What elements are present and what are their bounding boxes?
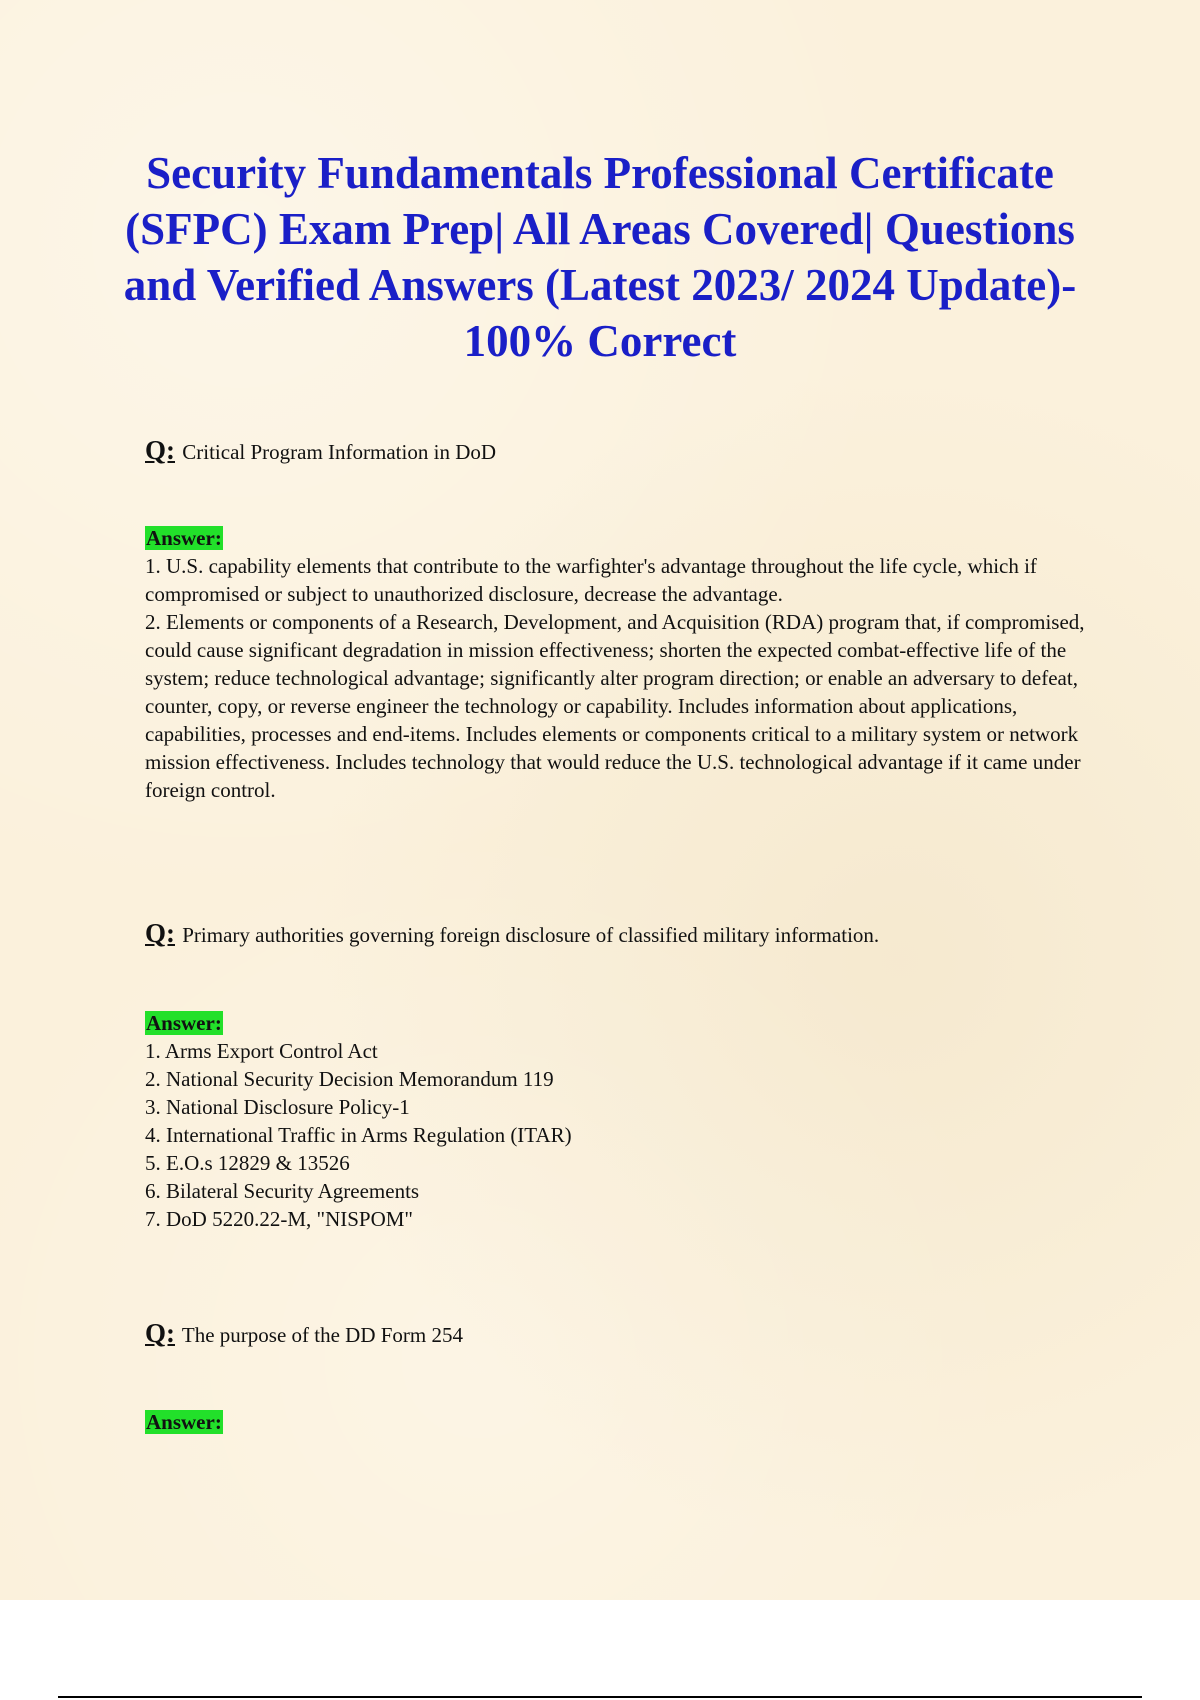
answer-list-item: 3. National Disclosure Policy-1 bbox=[145, 1095, 410, 1119]
answer-list-item: 4. International Traffic in Arms Regulation (ITAR) bbox=[145, 1123, 572, 1147]
answer-label: Answer: bbox=[146, 1011, 222, 1035]
question-label: Q: bbox=[145, 918, 175, 948]
answer-text bbox=[145, 552, 1090, 804]
answer-block bbox=[145, 526, 1090, 804]
qa-item bbox=[145, 436, 1090, 466]
answer-list bbox=[145, 1037, 1090, 1233]
answer-label: Answer: bbox=[146, 526, 222, 550]
answer-list-item: 6. Bilateral Security Agreements bbox=[145, 1179, 420, 1203]
answer-list-item: 7. DoD 5220.22-M, "NISPOM" bbox=[145, 1207, 413, 1231]
answer-label: Answer: bbox=[146, 1410, 222, 1434]
question-line bbox=[145, 436, 1090, 466]
answer-paragraph: 2. Elements or components of a Research, Development, and Acquisition (RDA) program that, if compromised, could cause significant degradation in mission effectiveness; shorten the expected combat-effective life of the system; reduce technological advantage; significantly alter program direction; or enable an adversary to defeat, counter, copy, or reverse engineer the technology or capability. Includes information about applications, capabilities, processes and end-items. Includes elements or components critical to a military system or network mission effectiveness. Includes technology that would reduce the U.S. technological advantage if it came under foreign control. bbox=[145, 610, 1085, 802]
question-text: The purpose of the DD Form 254 bbox=[181, 1323, 463, 1347]
question-line bbox=[145, 1319, 1090, 1349]
qa-item bbox=[145, 919, 1090, 949]
question-text: Primary authorities governing foreign disclosure of classified military information. bbox=[182, 923, 880, 947]
footer-divider bbox=[58, 1696, 1142, 1698]
question-line bbox=[145, 919, 1090, 949]
answer-paragraph: 1. U.S. capability elements that contribute to the warfighter's advantage throughout the life cycle, which if compromised or subject to unauthorized disclosure, decrease the advantage. bbox=[145, 554, 1037, 606]
answer-list-item: 2. National Security Decision Memorandum 119 bbox=[145, 1067, 554, 1091]
document-title: Security Fundamentals Professional Certificate (SFPC) Exam Prep| All Areas Covered| Questions and Verified Answers (Latest 2023/ 2024 Update)- 100% Correct bbox=[123, 148, 1077, 366]
answer-block bbox=[145, 1011, 1090, 1233]
answer-list-item: 5. E.O.s 12829 & 13526 bbox=[145, 1151, 350, 1175]
question-label: Q: bbox=[145, 435, 175, 465]
question-label: Q: bbox=[145, 1318, 175, 1348]
answer-list-item: 1. Arms Export Control Act bbox=[145, 1039, 378, 1063]
answer-block bbox=[145, 1410, 1090, 1434]
question-text: Critical Program Information in DoD bbox=[182, 440, 497, 464]
qa-item bbox=[145, 1319, 1090, 1349]
